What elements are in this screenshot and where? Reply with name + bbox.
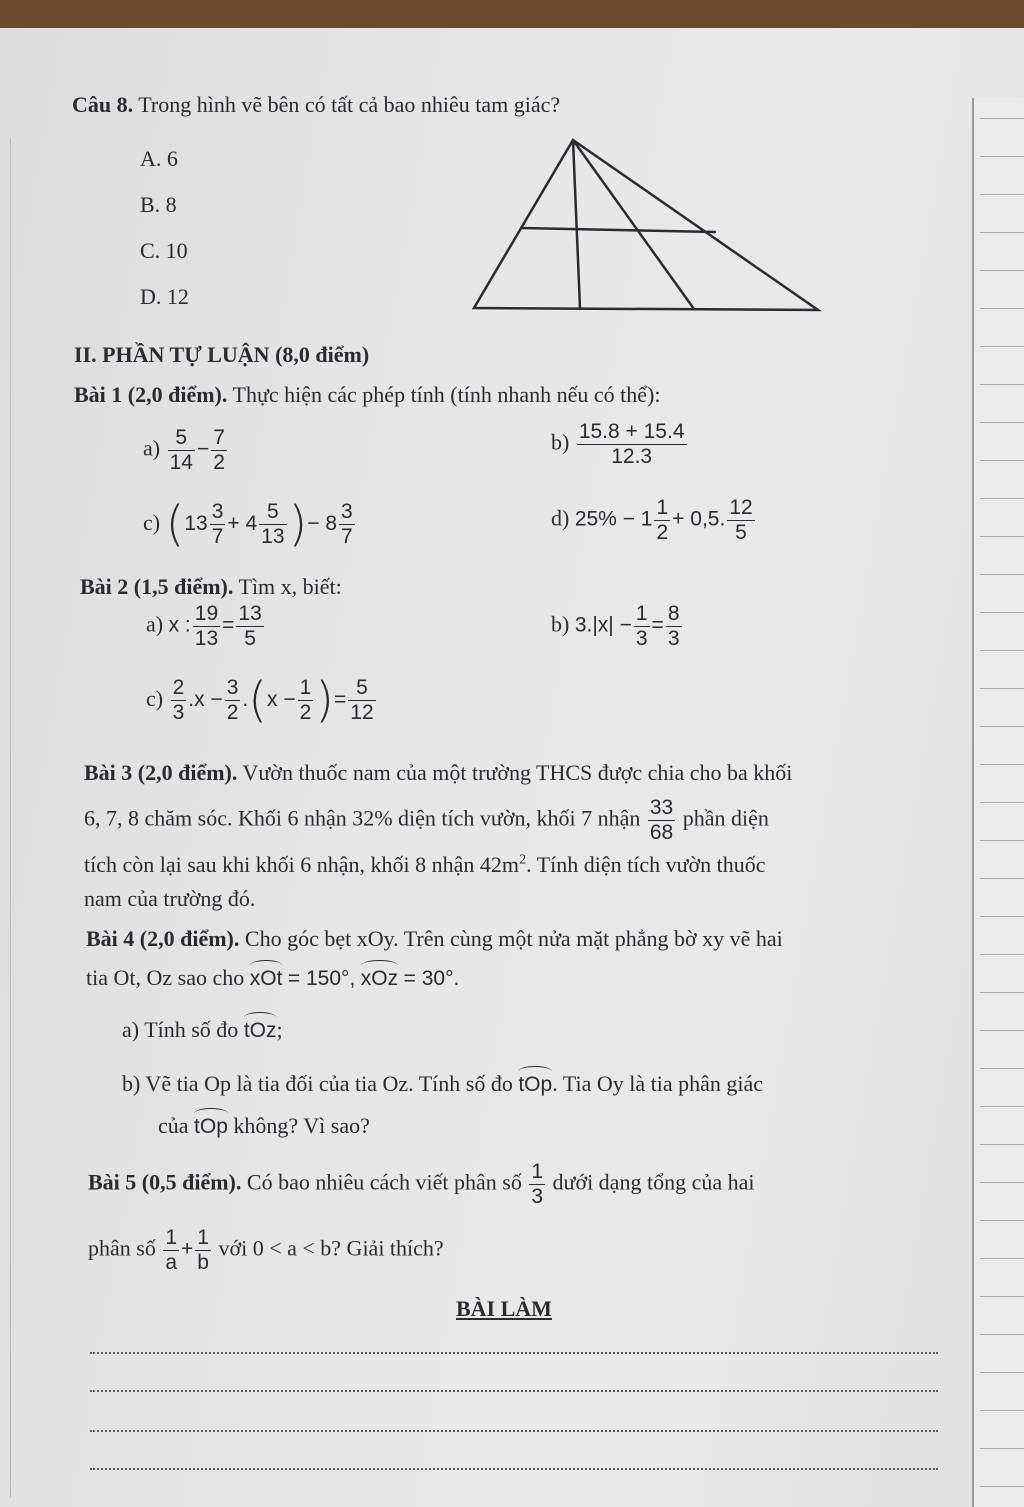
bai2-text: Tìm x, biết: (238, 574, 342, 599)
bai2-heading (80, 574, 342, 600)
bai1-c-label: c) (143, 509, 161, 535)
answer-heading: BÀI LÀM (456, 1296, 552, 1321)
bai1-b-frac: $\frac{15.8 + 15.4}{12.3}$ (578, 420, 685, 469)
bai2-a: a) x : $\frac{19}{13}$ = $\frac{13}{5}$ (146, 602, 262, 651)
bai4-line1: Bài 4 (2,0 điểm). Cho góc bẹt xOy. Trên cùng một nửa mặt phẳng bờ xy vẽ hai (86, 926, 783, 951)
q8-text: Trong hình vẽ bên có tất cả bao nhiêu tam giác? (138, 92, 561, 117)
bai3-line3: tích còn lại sau khi khối 6 nhận, khối 8 nhận $42m^2$. Tính diện tích vườn thuốc (84, 852, 766, 877)
bai1-d: d) 25% − 1 $\frac{1}{2}$ + 0,5. $\frac{12}{5}$ (551, 496, 753, 545)
q8-option-d: D. 12 (140, 284, 189, 309)
bai1-title: Bài 1 (2,0 điểm). (74, 382, 228, 407)
bai1-b (551, 420, 689, 469)
answer-line (90, 1352, 938, 1354)
bai4-title: Bài 4 (2,0 điểm). (86, 926, 240, 951)
bai2-title: Bài 2 (1,5 điểm). (80, 574, 234, 599)
bai4-b-cont: của tOp không? Vì sao? (158, 1108, 370, 1139)
bai5-title: Bài 5 (0,5 điểm). (88, 1169, 242, 1195)
bai2-a-label: a) (146, 611, 164, 637)
bai2-c: c) $\frac{2}{3}$ .x − $\frac{3}{2}$ .(x − $\frac{1}{2}$ )= $\frac{5}{12}$ (146, 672, 374, 728)
bai3-line2: 6, 7, 8 chăm sóc. Khối 6 nhận 32% diện tích vườn, khối 7 nhận $\frac{33}{68}$ phần diện (84, 796, 769, 845)
bai1-a: a) $\frac{5}{14}$ − $\frac{7}{2}$ (143, 426, 225, 475)
answer-line (90, 1430, 938, 1432)
q8-option-a: A. 6 (140, 146, 178, 171)
bai3-line1: Bài 3 (2,0 điểm). Vườn thuốc nam của một trường THCS được chia cho ba khối (84, 760, 793, 785)
right-sheet (972, 98, 1024, 1507)
q8-option-c: C. 10 (140, 238, 188, 263)
q8-title: Câu 8. (72, 92, 134, 117)
bai4-b: b) Vẽ tia Op là tia đối của tia Oz. Tính số đo tOp. Tia Oy là tia phân giác (122, 1066, 763, 1097)
left-page-edge (0, 138, 11, 1498)
answer-line (90, 1390, 938, 1392)
bai1-a-frac1: $\frac{5}{14}$ (169, 426, 193, 475)
bai2-c-label: c) (146, 685, 164, 711)
bai5-line1: Bài 5 (0,5 điểm). Có bao nhiêu cách viết phân số $\frac{1}{3}$ dưới dạng tổng của hai (88, 1160, 755, 1209)
bai1-text: Thực hiện các phép tính (tính nhanh nếu có thể): (232, 382, 661, 407)
bai1-a-label: a) (143, 435, 161, 461)
bai1-c: c) (13 $\frac{3}{7}$ + 4 $\frac{5}{13}$ )− 8 $\frac{3}{7}$ (143, 496, 353, 552)
bai3-line4: nam của trường đó. (84, 886, 256, 911)
bai1-d-label: d) (551, 505, 570, 531)
bai5-line2: phân số $\frac{1}{a}$ + $\frac{1}{b}$ với 0 < a < b? Giải thích? (88, 1226, 444, 1275)
bai4-line2: tia Ot, Oz sao cho xOt = 150°, xOz = 30°. (86, 960, 459, 991)
q8-option-b: B. 8 (140, 192, 177, 217)
bai4-a: a) Tính số đo tOz; (122, 1012, 283, 1043)
bai2-b-label: b) (551, 611, 570, 637)
answer-line (90, 1468, 938, 1470)
bai2-b: b) 3.|x| − $\frac{1}{3}$ = $\frac{8}{3}$ (551, 602, 680, 651)
bai3-title: Bài 3 (2,0 điểm). (84, 760, 238, 785)
bai1-a-frac2: $\frac{7}{2}$ (213, 426, 225, 475)
bai1-heading (74, 382, 660, 408)
section-title: II. PHẦN TỰ LUẬN (8,0 điểm) (74, 342, 370, 367)
bai1-b-label: b) (551, 429, 570, 455)
q8-question (72, 92, 560, 118)
triangle-figure (460, 128, 830, 323)
